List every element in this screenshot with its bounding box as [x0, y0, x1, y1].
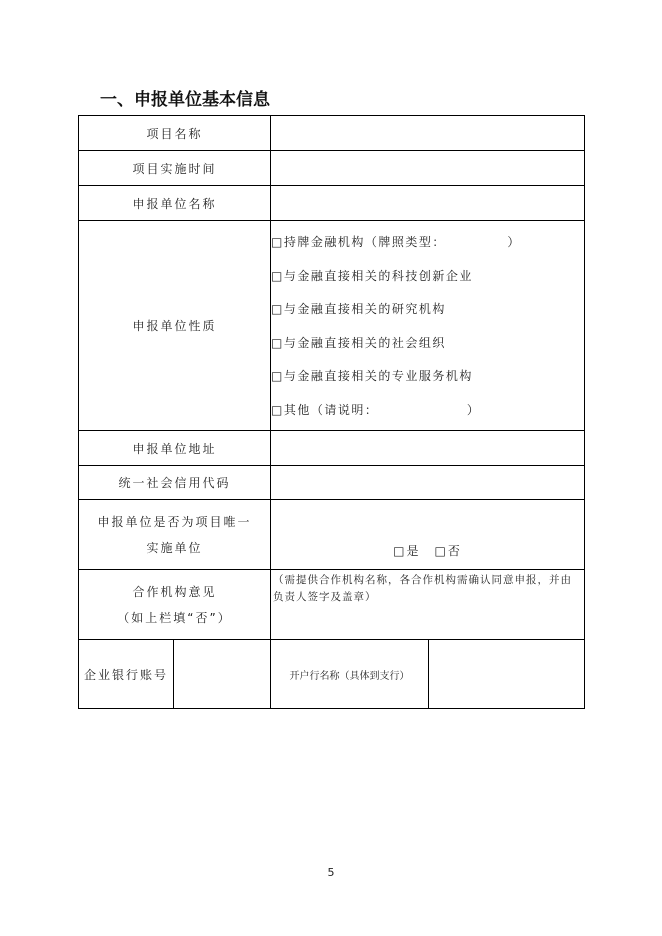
partner-note: （需提供合作机构名称，各合作机构需确认同意申报，并由负责人签字及盖章） [273, 574, 572, 603]
field-partner-opinion[interactable] [270, 569, 585, 640]
label-project-name: 项目名称 [78, 115, 271, 151]
label-unit-address: 申报单位地址 [78, 430, 271, 466]
label-bank-name: 开户行名称（具体到支行） [270, 639, 429, 709]
nature-option-other[interactable]: □其他（请说明： ） [271, 402, 481, 417]
section-title: 一、申报单位基本信息 [100, 90, 270, 110]
label-sole-unit-line1: 申报单位是否为项目唯一 [97, 514, 252, 529]
field-unit-name[interactable] [270, 185, 585, 221]
field-project-name[interactable] [270, 115, 585, 151]
label-sole-unit-line2: 实施单位 [146, 541, 203, 556]
page-number: 5 [327, 866, 335, 879]
nature-option-social[interactable]: □与金融直接相关的社会组织 [271, 335, 446, 350]
label-unit-name: 申报单位名称 [78, 185, 271, 221]
label-credit-code: 统一社会信用代码 [78, 465, 271, 500]
label-partner-line2: （如上栏填“否”） [117, 611, 232, 626]
label-unit-nature: 申报单位性质 [78, 220, 271, 431]
nature-option-tech[interactable]: □与金融直接相关的科技创新企业 [271, 268, 473, 283]
nature-option-research[interactable]: □与金融直接相关的研究机构 [271, 302, 446, 317]
nature-option-service[interactable]: □与金融直接相关的专业服务机构 [271, 369, 473, 384]
field-bank-name[interactable] [428, 639, 585, 709]
field-sole-unit [270, 499, 585, 570]
nature-option-licensed[interactable]: □持牌金融机构（牌照类型： ） [271, 235, 521, 250]
unit-nature-options [270, 220, 585, 431]
sole-unit-yes-no[interactable]: □是 □否 [393, 544, 462, 558]
field-credit-code[interactable] [270, 465, 585, 500]
field-unit-address[interactable] [270, 430, 585, 466]
label-project-time: 项目实施时间 [78, 150, 271, 186]
field-bank-account[interactable] [173, 639, 271, 709]
label-partner [78, 569, 271, 640]
label-bank-account: 企业银行账号 [78, 639, 174, 709]
label-partner-line1: 合作机构意见 [132, 584, 217, 599]
field-project-time[interactable] [270, 150, 585, 186]
label-sole-unit [78, 499, 271, 570]
